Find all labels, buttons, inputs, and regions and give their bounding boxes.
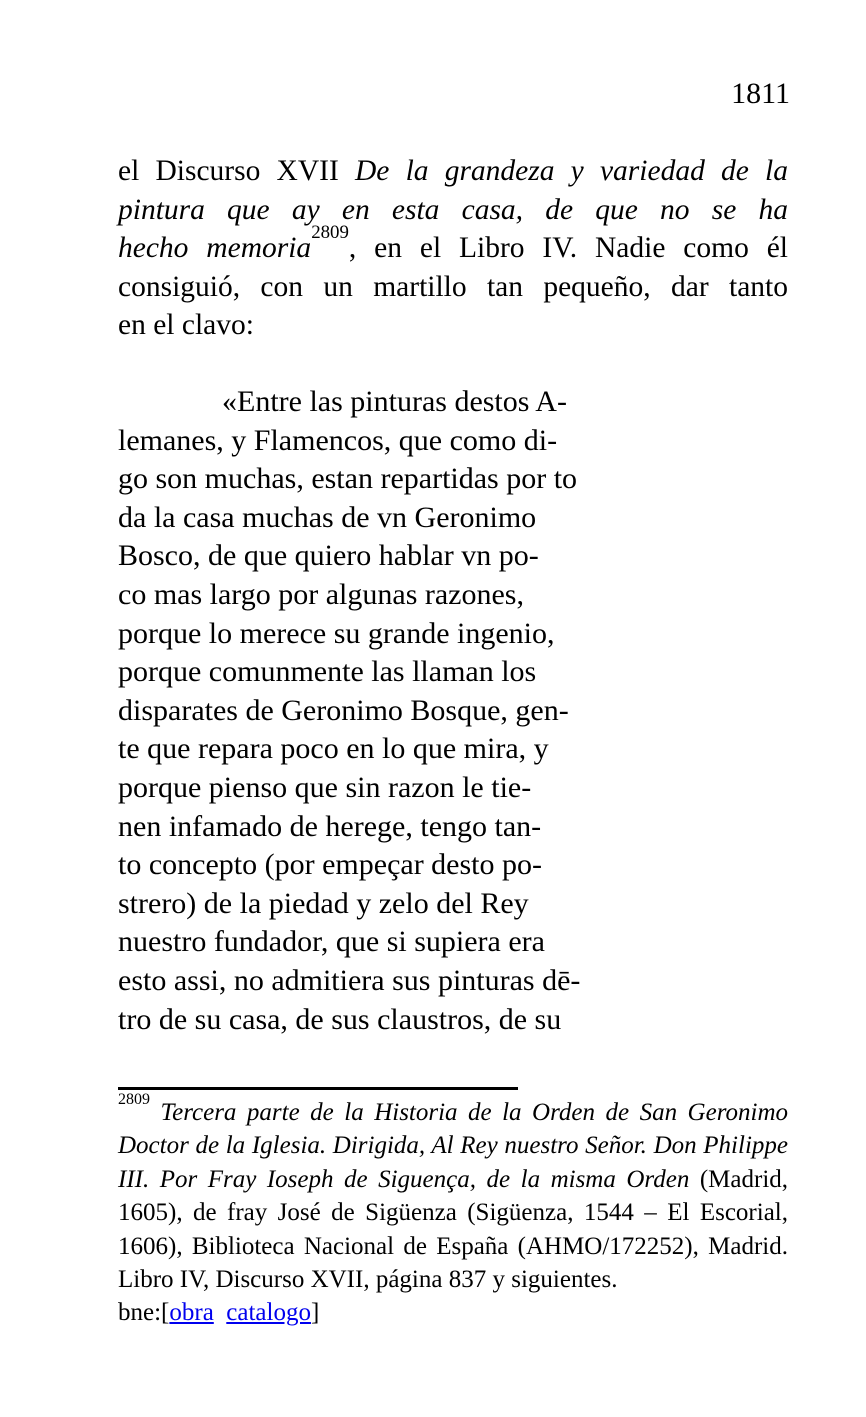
quote-line: tro de su casa, de sus claustros, de su (118, 1002, 562, 1036)
quote-line: strero) de la piedad y zelo del Rey (118, 886, 529, 920)
quote-line: nuestro fundador, que si supiera era (118, 925, 545, 959)
quote-line: Bosco, de que quiero hablar vn po- (118, 539, 539, 573)
intro-line (118, 152, 788, 191)
intro-regular-text: en el clavo: (118, 309, 254, 341)
intro-line (118, 191, 788, 230)
intro-italic-title: hecho memoria (118, 232, 312, 264)
quote-line: nen infamado de herege, tengo tan- (118, 809, 542, 843)
footnote-detail: (Madrid, 1605), de fray José de Sigüenza (Sigüenza, 1544 – El Escorial, 1606), Biblioteca Nacional de España (AHMO/172252), Madrid. Libro IV, Discurso XVII, página 837 y siguientes. (118, 1165, 789, 1294)
quote-line: lemanes, y Flamencos, que como di- (118, 423, 558, 457)
quote-line: porque lo merece su grande ingenio, (118, 616, 555, 650)
intro-regular-text: el Discurso XVII (118, 155, 339, 187)
quote-line: porque comunmente las llaman los (118, 655, 537, 689)
quote-line: go son muchas, estan repartidas por to (118, 462, 578, 496)
intro-line (118, 306, 788, 345)
quote-line: to concepto (por empeçar desto po- (118, 848, 542, 882)
quote-block (118, 383, 778, 1039)
footnote-text (118, 1090, 789, 1296)
intro-italic-title: De la grandeza y variedad de la (354, 155, 788, 187)
bne-suffix-label: ] (310, 1299, 320, 1327)
obra-link[interactable]: obra (169, 1299, 214, 1327)
page-number: 1811 (731, 77, 790, 110)
intro-line (118, 222, 788, 268)
footnote-section (118, 1087, 788, 1330)
bne-prefix-label: bne:[ (118, 1299, 170, 1327)
quote-line: esto assi, no admitiera sus pinturas dē- (118, 963, 581, 997)
quote-line: porque pienso que sin razon le tie- (118, 770, 532, 804)
intro-italic-title: pintura que ay en esta casa, de que no se ha (118, 193, 788, 226)
quote-line: da la casa muchas de vn Geronimo (118, 500, 537, 534)
intro-line (118, 268, 788, 307)
footnote-title-italic: Tercera parte de la Historia de la Orden de San Geronimo Doctor de la Iglesia. Dirigida, Al Rey nuestro Señor. Don Philippe III. Por Fray Ioseph de Siguença, de la misma Orden (118, 1099, 789, 1193)
footnote-reference-superscript: 2809 (311, 222, 349, 244)
intro-regular-text: consiguió, con un martillo tan pequeño, dar tanto (118, 270, 788, 303)
intro-paragraph (118, 152, 788, 345)
footnote-source-line (118, 1296, 788, 1329)
footnote-number: 2809 (118, 1090, 150, 1108)
quote-line: te que repara poco en lo que mira, y (118, 732, 549, 766)
catalogo-link[interactable]: catalogo (226, 1299, 311, 1327)
quote-line: «Entre las pinturas destos A- (222, 385, 567, 418)
intro-regular-text: , en el Libro IV. Nadie como él (348, 232, 788, 264)
quote-line: co mas largo por algunas razones, (118, 577, 524, 611)
quote-line: disparates de Geronimo Bosque, gen- (118, 693, 569, 727)
footnote-separator-rule (118, 1087, 518, 1090)
